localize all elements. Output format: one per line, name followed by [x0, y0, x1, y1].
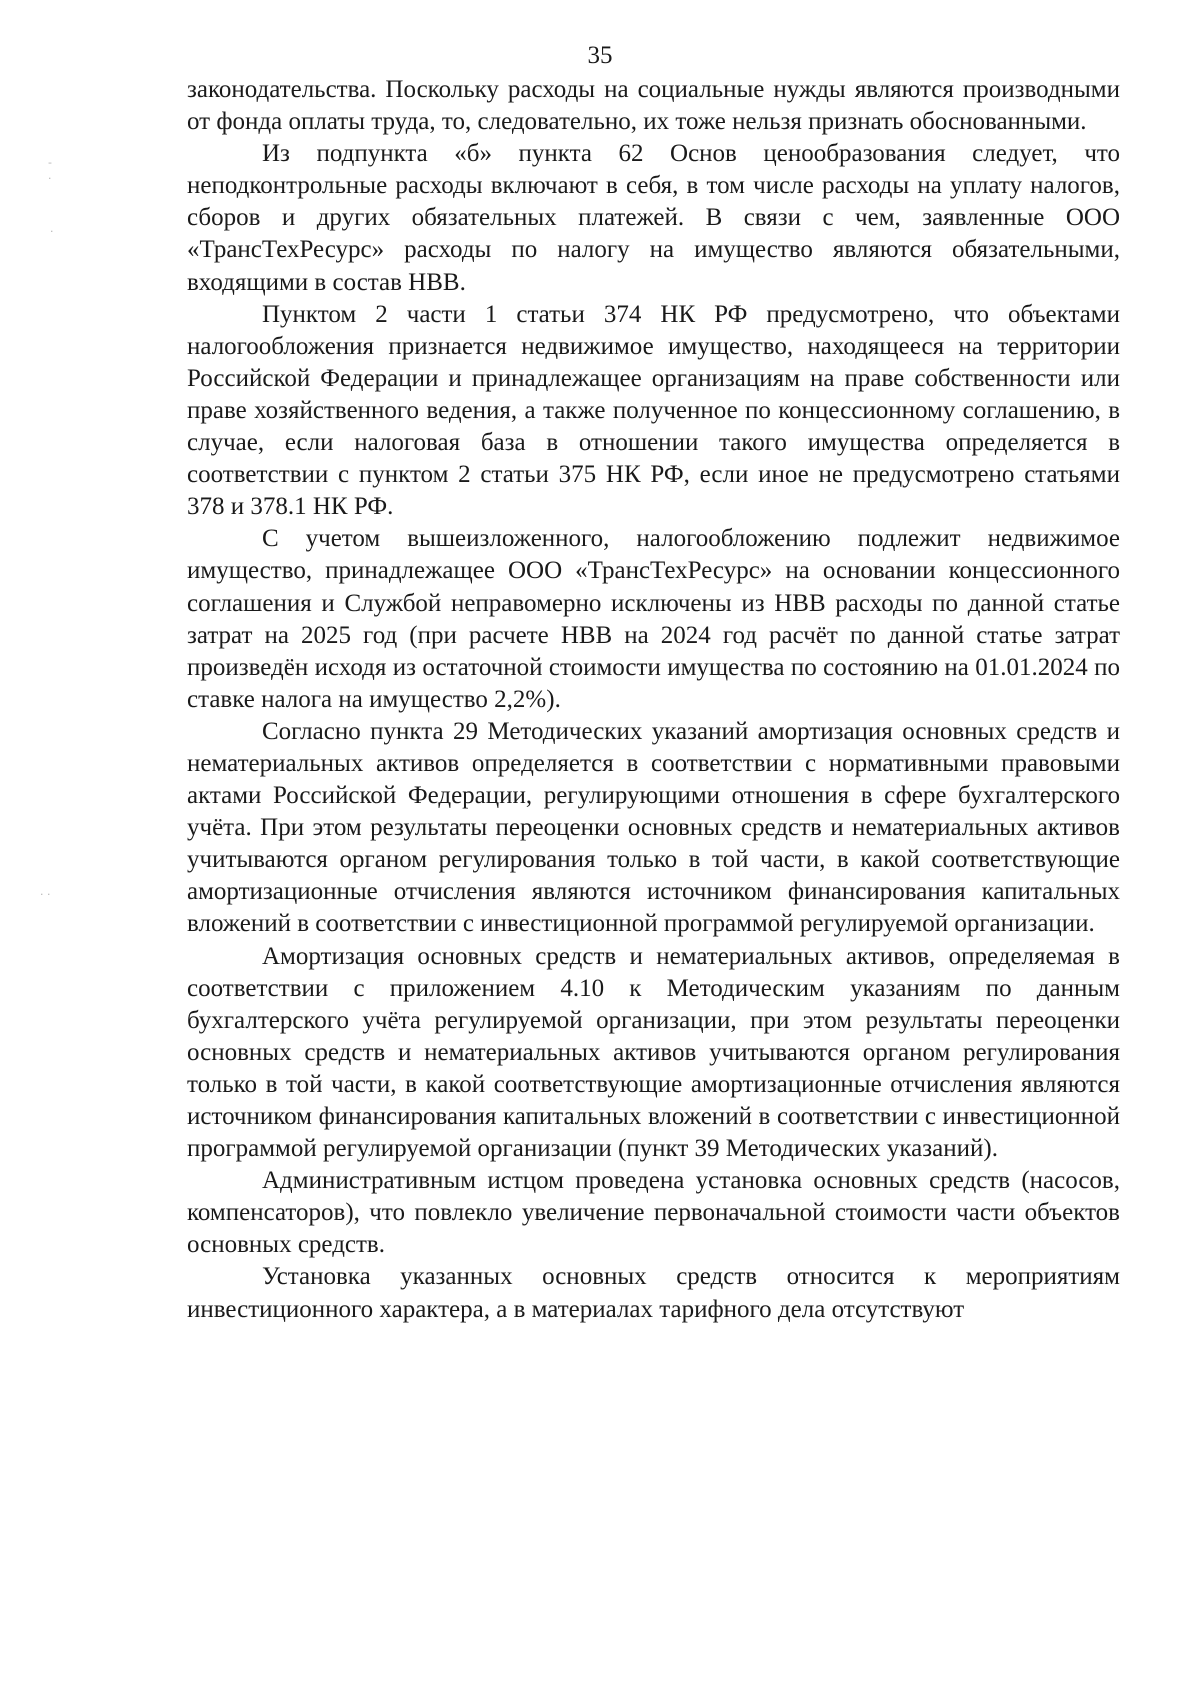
document-body — [187, 74, 1120, 1326]
paragraph: Установка указанных основных средств относится к мероприятиям инвестиционного характера, а в материалах тарифного дела отсутствуют — [187, 1263, 1120, 1323]
scan-artifact: · · — [40, 888, 51, 901]
paragraph: Пунктом 2 части 1 статьи 374 НК РФ предусмотрено, что объектами налогообложения признается недвижимое имущество, находящееся на территории Российской Федерации и принадлежащее организациям на праве собственности или праве хозяйственного ведения, а также полученное по концессионному соглашению, в случае, если налоговая база в отношении такого имущества определяется в соответствии с пунктом 2 статьи 375 НК РФ, если иное не предусмотрено статьями 378 и 378.1 НК РФ. — [187, 300, 1120, 521]
page-number: 35 — [587, 42, 613, 69]
paragraph: Из подпункта «б» пункта 62 Основ ценообразования следует, что неподконтрольные расходы включают в себя, в том числе расходы на уплату налогов, сборов и других обязательных платежей. В связи с чем, заявленные ООО «ТрансТехРесурс» расходы по налогу на имущество являются обязательными, входящими в состав НВВ. — [187, 140, 1120, 296]
paragraph: Амортизация основных средств и нематериальных активов, определяемая в соответствии с приложением 4.10 к Методическим указаниям по данным бухгалтерского учёта регулируемой организации, при этом результаты переоценки основных средств и нематериальных активов учитываются органом регулирования только в той части, в какой соответствующие амортизационные отчисления являются источником финансирования капитальных вложений в соответствии с инвестиционной программой регулируемой организации (пункт 39 Методических указаний). — [187, 942, 1120, 1163]
scan-artifact: - — [48, 156, 52, 169]
paragraph: Согласно пункта 29 Методических указаний амортизация основных средств и нематериальных активов определяется в соответствии с нормативными правовыми актами Российской Федерации, регулирующими отношения в сфере бухгалтерского учёта. При этом результаты переоценки основных средств и нематериальных активов учитываются органом регулирования только в той части, в какой соответствующие амортизационные отчисления являются источником финансирования капитальных вложений в соответствии с инвестиционной программой регулируемой организации. — [187, 717, 1120, 938]
paragraph: законодательства. Поскольку расходы на социальные нужды являются производными от фонда оплаты труда, то, следовательно, их тоже нельзя признать обоснованными. — [187, 76, 1120, 136]
scan-artifact: · — [48, 172, 52, 185]
paragraph: Административным истцом проведена установка основных средств (насосов, компенсаторов), что повлекло увеличение первоначальной стоимости части объектов основных средств. — [187, 1167, 1120, 1259]
scan-artifact: · — [50, 225, 54, 238]
paragraph: С учетом вышеизложенного, налогообложению подлежит недвижимое имущество, принадлежащее ООО «ТрансТехРесурс» на основании концессионного соглашения и Службой неправомерно исключены из НВВ расходы по данной статье затрат на 2025 год (при расчете НВВ на 2024 год расчёт по данной статье затрат произведён исходя из остаточной стоимости имущества по состоянию на 01.01.2024 по ставке налога на имущество 2,2%). — [187, 525, 1120, 713]
